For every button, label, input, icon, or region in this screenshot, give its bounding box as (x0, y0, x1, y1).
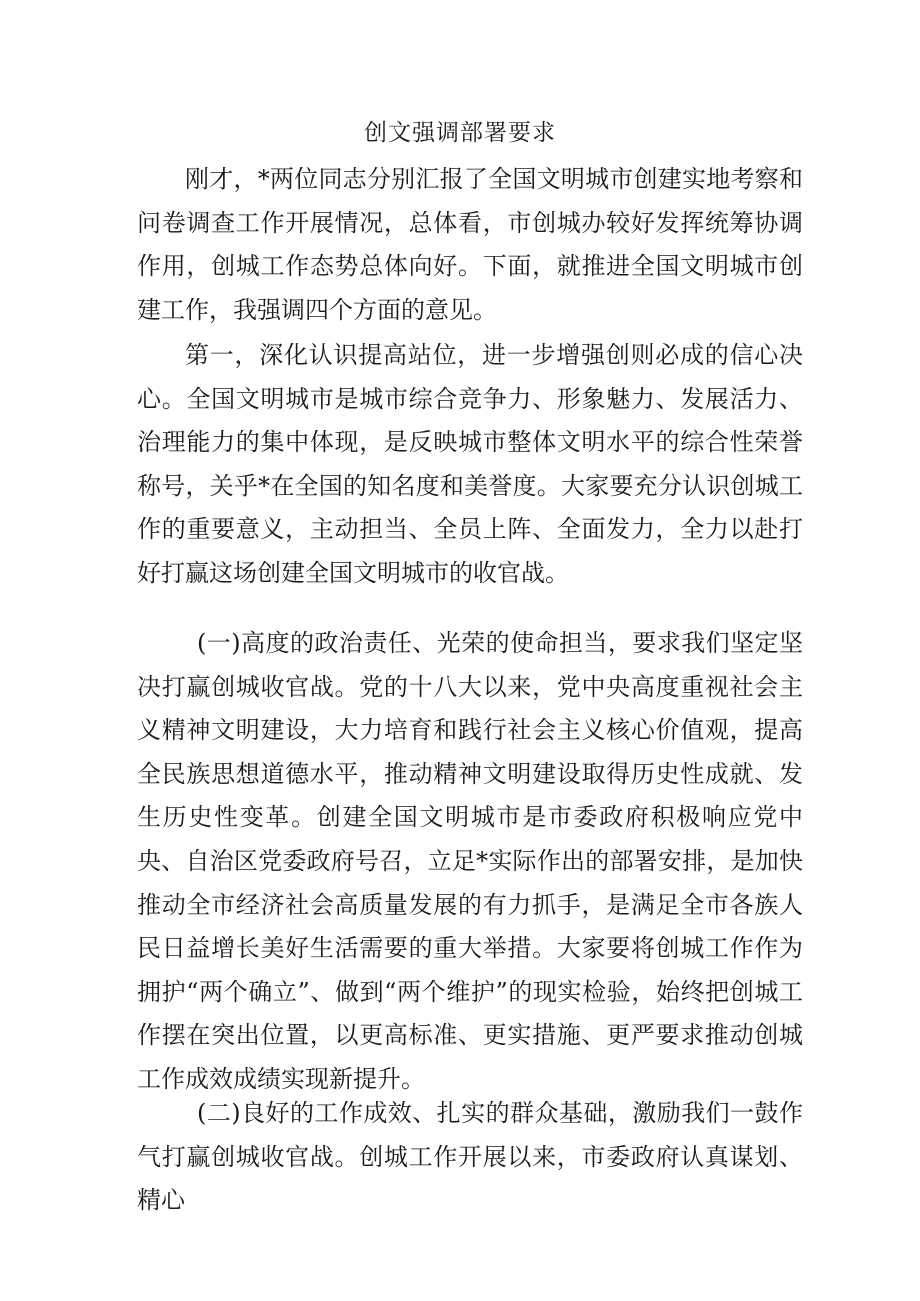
paragraph-intro: 刚才，*两位同志分别汇报了全国文明城市创建实地考察和问卷调查工作开展情况，总体看，市创城办较好发挥统筹协调作用，创城工作态势总体向好。下面，就推进全国文明城市创建工作，我强调四个方面的意见。 (137, 165, 803, 324)
paragraph-subsection-one: (一)高度的政治责任、光荣的使命担当，要求我们坚定坚决打赢创城收官战。党的十八大以来，党中央高度重视社会主义精神文明建设，大力培育和践行社会主义核心价值观，提高全民族思想道德水平，推动精神文明建设取得历史性成就、发生历史性变革。创建全国文明城市是市委政府积极响应党中央、自治区党委政府号召，立足*实际作出的部署安排，是加快推动全市经济社会高质量发展的有力抓手，是满足全市各族人民日益增长美好生活需要的重大举措。大家要将创城工作作为拥护“两个确立”、做到“两个维护”的现实检验，始终把创城工作摆在突出位置，以更高标准、更实措施、更严要求推动创城工作成效成绩实现新提升。 (137, 629, 803, 1093)
paragraph-section-one: 第一，深化认识提高站位，进一步增强创则必成的信心决心。全国文明城市是城市综合竞争力、形象魅力、发展活力、治理能力的集中体现，是反映城市整体文明水平的综合性荣誉称号，关乎*在全国的知名度和美誉度。大家要充分认识创城工作的重要意义，主动担当、全员上阵、全面发力，全力以赴打好打赢这场创建全国文明城市的收官战。 (137, 341, 803, 587)
paragraph-subsection-two: (二)良好的工作成效、扎实的群众基础，激励我们一鼓作气打赢创城收官战。创城工作开展以来，市委政府认真谋划、精心 (137, 1099, 803, 1215)
document-title: 创文强调部署要求 (364, 120, 556, 146)
